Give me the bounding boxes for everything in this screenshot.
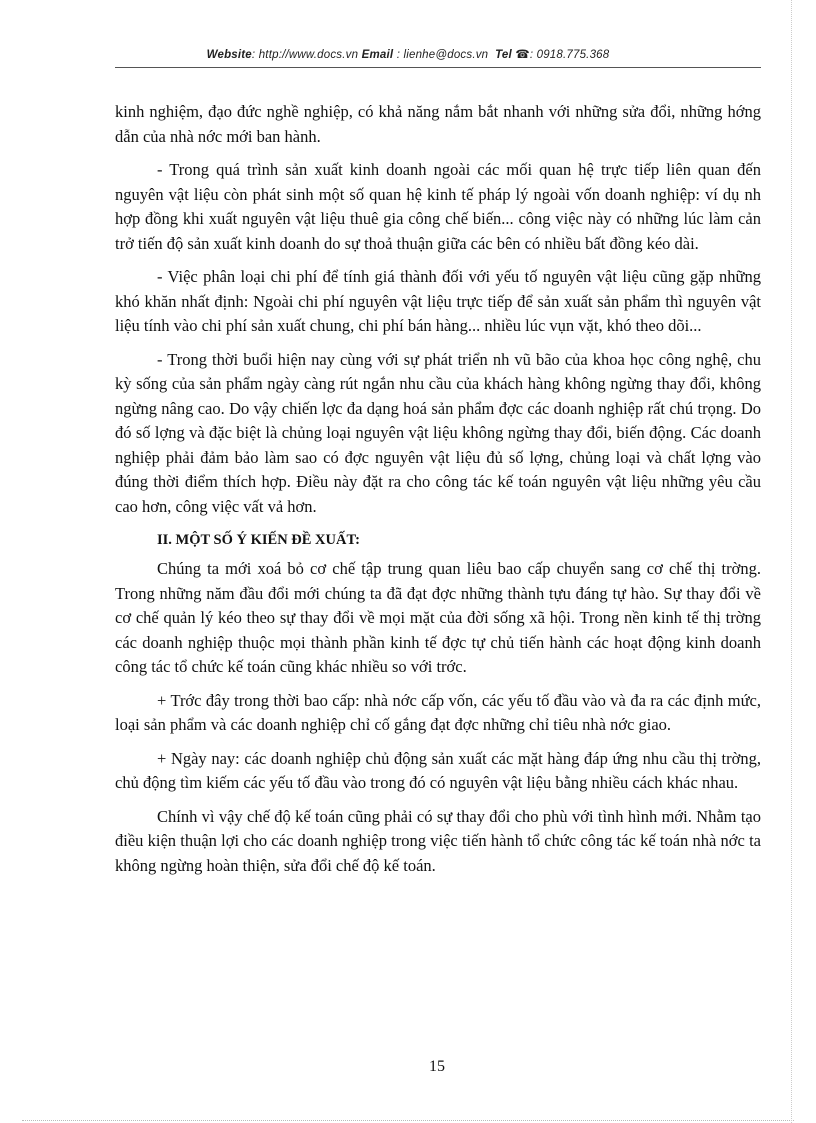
- tel-label: Tel: [495, 49, 512, 61]
- page-edge-divider: [791, 0, 792, 1123]
- paragraph-2: - Trong quá trình sản xuất kinh doanh ngoài các mối quan hệ trực tiếp liên quan đến nguyên vật liệu còn phát sinh một số quan hệ kinh tế pháp lý ngoài vốn doanh nghiệp: ví dụ nh hợp đồng khi xuất nguyên vật liệu thuê gia công chế biến... công việc này có những lúc làm cản trở tiến độ sản xuất kinh doanh do sự thoả thuận giữa các bên có nhiều bất đồng kéo dài.: [115, 160, 761, 253]
- website-label: Website: [206, 49, 252, 61]
- header-divider: [115, 67, 761, 68]
- paragraph-7: + Ngày nay: các doanh nghiệp chủ động sản xuất các mặt hàng đáp ứng nhu cầu thị trờng, chủ động tìm kiếm các yếu tố đầu vào trong đó có nguyên vật liệu bằng nhiều cách khác nhau.: [115, 748, 761, 792]
- section-heading: II. MỘT SỐ Ý KIẾN ĐỀ XUẤT:: [157, 532, 360, 548]
- paragraph-3: - Việc phân loại chi phí để tính giá thành đối với yếu tố nguyên vật liệu cũng gặp những khó khăn nhất định: Ngoài chi phí nguyên vật liệu trực tiếp để sản xuất sản phẩm thì nguyên vật liệu tính vào chi phí sản xuất chung, chi phí bán hàng... nhiều lúc vụn vặt, khó theo dõi...: [115, 267, 761, 335]
- tel-value: : 0918.775.368: [529, 49, 610, 61]
- footer-divider: [22, 1120, 794, 1121]
- paragraph-4: - Trong thời buổi hiện nay cùng với sự phát triển nh vũ bão của khoa học công nghệ, chu kỳ sống của sản phẩm ngày càng rút ngắn nhu cầu của khách hàng không ngừng thay đổi, không ngừng nâng cao. Do vậy chiến lợc đa dạng hoá sản phẩm đợc các doanh nghiệp rất chú trọng. Do đó số lợng và đặc biệt là chủng loại nguyên vật liệu không ngừng thay đổi, biến động. Các doanh nghiệp phải đảm bảo làm sao có đợc nguyên vật liệu đủ số lợng, chủng loại và chất lợng vào đúng thời điểm thích hợp. Điều này đặt ra cho công tác kế toán nguyên vật liệu những yêu cầu cao hơn, công việc vất vả hơn.: [115, 349, 761, 516]
- phone-icon: ☎: [515, 49, 530, 61]
- paragraph-6: + Trớc đây trong thời bao cấp: nhà nớc cấp vốn, các yếu tố đầu vào và đa ra các định mức, loại sản phẩm và các doanh nghiệp chỉ cố gắng đạt đợc những chỉ tiêu nhà nớc giao.: [115, 690, 761, 734]
- paragraph-1: kinh nghiệm, đạo đức nghề nghiệp, có khả năng nắm bắt nhanh với những sửa đổi, những hớng dẫn của nhà nớc mới ban hành.: [115, 102, 761, 146]
- email-value: : lienhe@docs.vn: [396, 49, 489, 61]
- document-body: [115, 100, 761, 887]
- page-number: 15: [429, 1058, 445, 1075]
- website-value: : http://www.docs.vn: [251, 49, 359, 61]
- email-label: Email: [361, 49, 394, 61]
- page-header: [0, 47, 816, 61]
- paragraph-8: Chính vì vậy chế độ kế toán cũng phải có sự thay đổi cho phù với tình hình mới. Nhằm tạo điều kiện thuận lợi cho các doanh nghiệp trong việc tiến hành tổ chức công tác kế toán nhà nớc ta không ngừng hoàn thiện, sửa đổi chế độ kế toán.: [115, 806, 761, 875]
- paragraph-5: Chúng ta mới xoá bỏ cơ chế tập trung quan liêu bao cấp chuyển sang cơ chế thị trờng. Trong những năm đầu đổi mới chúng ta đã đạt đợc những thành tựu đáng tự hào. Sự thay đổi về cơ chế quản lý kéo theo sự thay đổi về mọi mặt của đời sống xã hội. Trong nền kinh tế thị trờng các doanh nghiệp thuộc mọi thành phần kinh tế đợc tự chủ tiến hành các hoạt động kinh doanh công tác tổ chức kế toán cũng khác nhiều so với trớc.: [115, 559, 761, 676]
